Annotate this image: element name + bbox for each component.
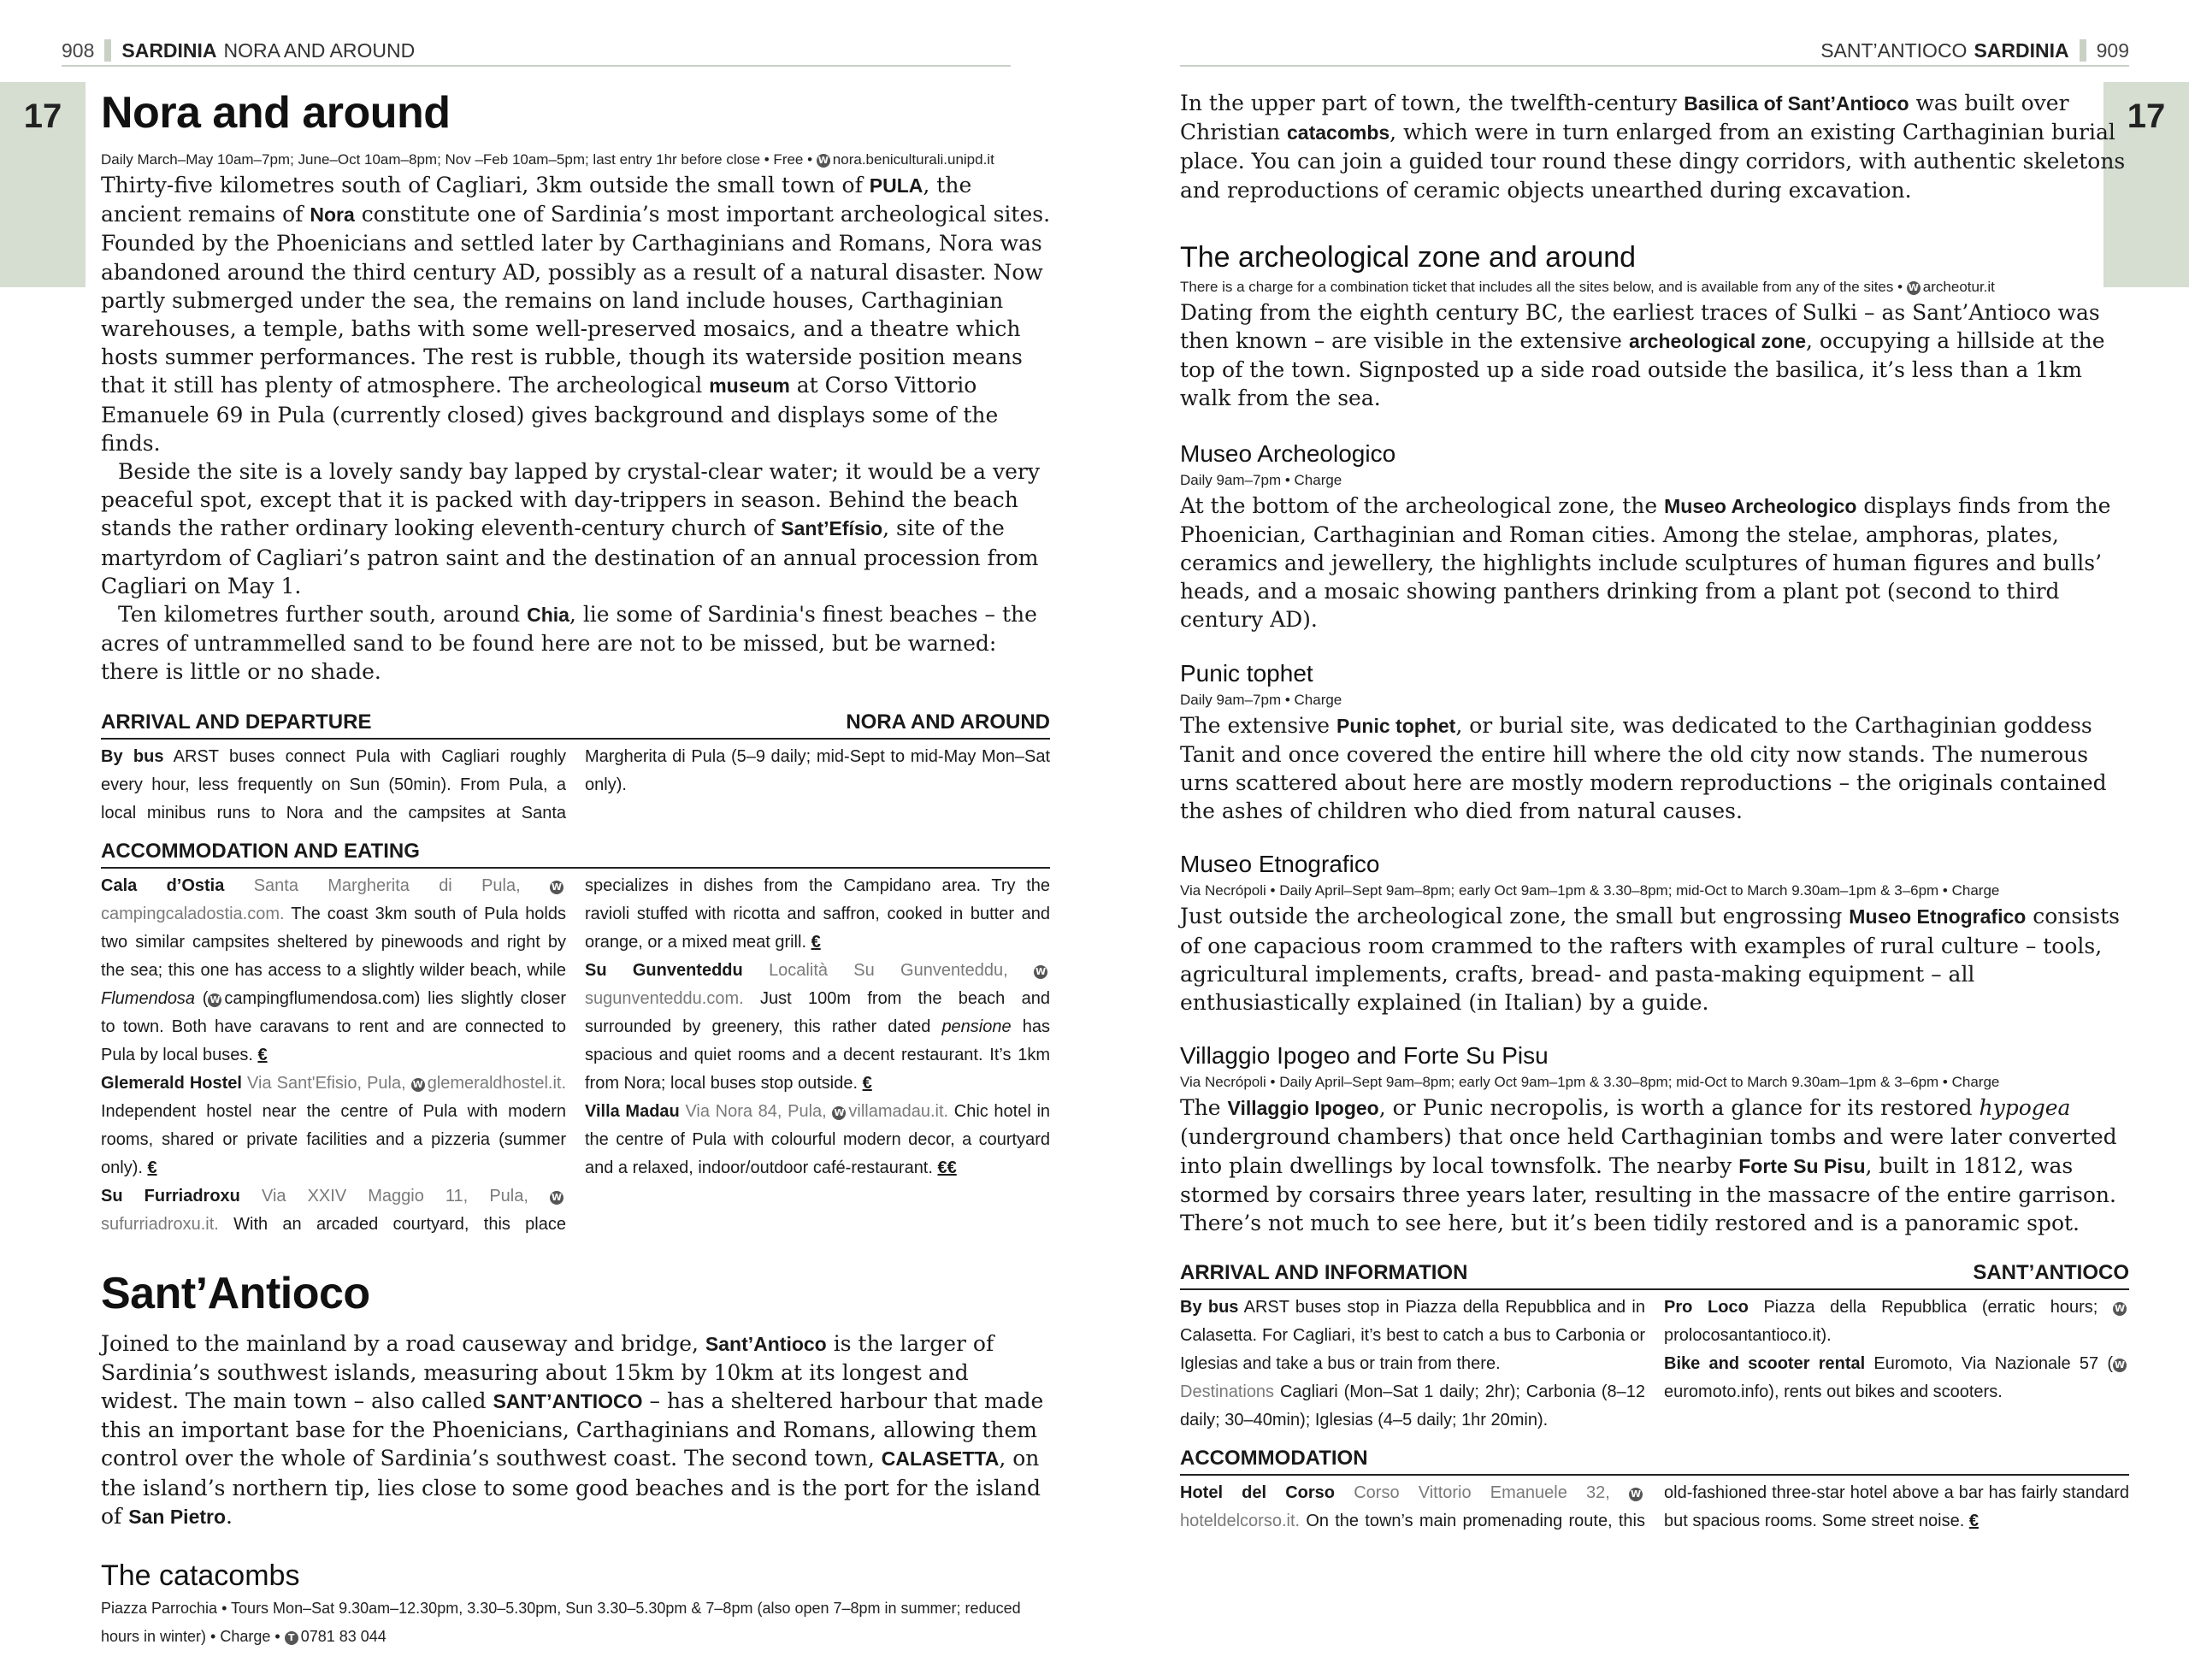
- section-title-nora: Nora and around: [101, 88, 451, 138]
- accommodation-list: [101, 872, 1050, 1239]
- arrival-departure-head: ARRIVAL AND DEPARTURE NORA AND AROUND: [101, 709, 1050, 740]
- chapter-tab: 17: [0, 82, 86, 287]
- running-head-section: SANT’ANTIOCO: [1820, 38, 1968, 62]
- nora-paragraph-3: Ten kilometres further south, around Chia, lie some of Sardinia's finest beaches – the acres of untrammelled sand to be found here are not to be missed, but be warned: there is little or no shade.: [101, 602, 1037, 685]
- left-page: [0, 0, 1094, 1680]
- section-title-etno: Museo Etnografico: [1180, 851, 1380, 878]
- nora-url[interactable]: nora.beniculturali.unipd.it: [832, 151, 994, 168]
- phone-icon: T: [285, 1631, 298, 1645]
- list-item: Pro Loco Piazza della Repubblica (erratic hours; Wprolocosantantioco.it).: [1664, 1298, 2126, 1346]
- divider-bar: [2080, 39, 2086, 62]
- museo-arch-paragraph: At the bottom of the archeological zone, the Museo Archeologico displays finds from the Phoenician, Carthaginian and Roman cities. Among the stelae, amphoras, plates, ceramics and jewellery, the highlights include sculptures of human figures and bulls’ heads, and a mosaic showing panthers drinking from a plant pot (second to third century AD).: [1180, 492, 2111, 633]
- website-icon: W: [412, 1078, 423, 1090]
- right-page: [1094, 0, 2189, 1680]
- section-title-museo-arch: Museo Archeologico: [1180, 439, 1396, 467]
- nora-paragraph-2: Beside the site is a lovely sandy bay lapped by crystal-clear water; it would be a very peaceful spot, except that it is packed with day-trippers in season. Behind the beach stands the rather ordinary looking eleventh-century church of Sant’Efísio, site of the martyrdom of Cagliari’s patron saint and the destination of an annual procession from Cagliari on May 1.: [101, 459, 1040, 598]
- santantioco-paragraph: Joined to the mainland by a road causeway and bridge, Sant’Antioco is the larger of Sardinia’s southwest islands, measuring about 15km by 10km at its longest and widest. The main town – also called SANT’ANTIOCO – has a sheltered harbour that made this an important base for the Phoenicians, Carthaginians and Romans, allowing them control over the whole of Sardinia’s southwest coast. The second town, CALASETTA, on the island’s northern tip, lies close to some good beaches and is the port for the island of San Pietro.: [101, 1330, 1044, 1529]
- running-head-bold: SARDINIA: [1974, 38, 2069, 62]
- divider-bar: [104, 39, 111, 62]
- running-head-right: [1180, 36, 2129, 65]
- list-item: Su Furriadroxu Via XXIV Maggio 11, Pula, Wsufurriadroxu.it. With an arcaded courtyard, this place specializes in dishes from the Campidano area. Try the ravioli stuffed with ricotta and saffron, cooked in butter and orange, or a mixed meat grill. €: [101, 875, 1050, 1234]
- website-icon: W: [2114, 1359, 2126, 1371]
- price-badge: €: [811, 932, 821, 952]
- villaggio-paragraph: The Villaggio Ipogeo, or Punic necropolis, is worth a glance for its restored hypogea (underground chambers) that once held Carthaginian tombs and were later converted into plain dwellings by local townsfolk. The nearby Forte Su Pisu, built in 1812, was stormed by corsairs three years later, resulting in the massacre of the entire garrison. There’s not much to see here, but it’s been tidily restored and is a panoramic spot.: [1180, 1095, 2117, 1236]
- chapter-tab: 17: [2103, 82, 2189, 287]
- arrival-departure-text: By bus ARST buses connect Pula with Cagliari roughly every hour, less frequently on Sun (50min). From Pula, a local minibus runs to Nora and the campsites at Santa Margherita di Pula (5–9 daily; mid-Sept to mid-May Mon–Sat only).: [101, 746, 1050, 822]
- section-title-tophet: Punic tophet: [1180, 659, 1313, 687]
- price-badge: €: [147, 1158, 157, 1177]
- section-title-santantioco: Sant’Antioco: [101, 1268, 370, 1318]
- price-badge: €: [862, 1073, 872, 1093]
- website-icon: W: [834, 1106, 845, 1118]
- list-item: Glemerald Hostel Via Sant'Efisio, Pula, W glemeraldhostel.it. Independent hostel near the centre of Pula with modern rooms, shared or private facilities and a pizzeria (summer only). €: [101, 1073, 567, 1177]
- list-item: Su Gunventeddu Località Su Gunventeddu, Wsugunventeddu.com. Just 100m from the beach and surrounded by greenery, this rather dated pensione has spacious and quiet rooms and a decent restaurant. It’s 1km from Nora; local buses stop outside. €: [585, 960, 1050, 1093]
- website-icon: W: [1630, 1488, 1642, 1500]
- price-badge: €: [257, 1045, 268, 1064]
- accommodation-head: ACCOMMODATION: [1180, 1445, 2129, 1476]
- accommodation-eating-head: ACCOMMODATION AND EATING: [101, 838, 1050, 869]
- tophet-paragraph: The extensive Punic tophet, or burial site, was dedicated to the Carthaginian goddess Tanit and once covered the entire hill where the old city now stands. The numerous urns scattered about here are mostly modern reproductions – the originals contained the ashes of children who died from natural causes.: [1180, 712, 2107, 824]
- list-item: Bike and scooter rental Euromoto, Via Nazionale 57 ( Weuromoto.info), rents out bikes and scooters.: [1664, 1354, 2126, 1402]
- zone-paragraph: Dating from the eighth century BC, the earliest traces of Sulki – as Sant’Antioco was then known – are visible in the extensive archeological zone, occupying a hillside at the top of the town. Signposted up a side road outside the basilica, it’s less than a 1km walk from the sea.: [1180, 299, 2105, 411]
- header-rule: [62, 65, 1011, 67]
- list-item: Villa Madau Via Nora 84, Pula, W villamadau.it. Chic hotel in the centre of Pula with colourful modern decor, a courtyard and a relaxed, indoor/outdoor café-restaurant. €€: [585, 1101, 1051, 1177]
- section-title-villaggio: Villaggio Ipogeo and Forte Su Pisu: [1180, 1042, 1549, 1070]
- accommodation-text: Hotel del Corso Corso Vittorio Emanuele 32, Whoteldelcorso.it. On the town’s main promenading route, this old-fashioned three-star hotel above a bar has fairly standard but spacious rooms. Some street noise. €: [1180, 1483, 2129, 1531]
- arrival-information-head: ARRIVAL AND INFORMATION SANT’ANTIOCO: [1180, 1259, 2129, 1290]
- section-title-catacombs: The catacombs: [101, 1559, 300, 1593]
- nora-paragraph-1: Thirty-five kilometres south of Cagliari, 3km outside the small town of PULA, the ancient remains of Nora constitute one of Sardinia’s most important archeological sites. Founded by the Phoenicians and settled later by Carthaginians and Romans, Nora was abandoned around the third century AD, possibly as a result of a natural disaster. Now partly submerged under the sea, the remains on land include houses, Carthaginian warehouses, a temple, baths with some well-preserved mosaics, and a theatre which hosts summer performances. The rest is rubble, though its waterside position means that it still has plenty of atmosphere. The archeological museum at Corso Vittorio Emanuele 69 in Pula (currently closed) gives background and displays some of the finds.: [101, 173, 1051, 456]
- zone-info: There is a charge for a combination ticket that includes all the sites below, and is available from any of the sites • W archeotur.it: [1180, 278, 1995, 295]
- website-icon: W: [817, 155, 829, 166]
- website-icon: W: [2114, 1303, 2126, 1315]
- price-badge: €€: [937, 1158, 957, 1177]
- nora-info: Daily March–May 10am–7pm; June–Oct 10am–8pm; Nov –Feb 10am–5pm; last entry 1hr before close • Free • W nora.beniculturali.unipd.it: [101, 151, 994, 168]
- header-rule: [1180, 65, 2129, 67]
- section-title-zone: The archeological zone and around: [1180, 240, 1637, 274]
- price-badge: €: [1968, 1512, 1979, 1531]
- right-column: [1180, 89, 2129, 1536]
- website-icon: W: [209, 993, 221, 1005]
- basilica-paragraph: In the upper part of town, the twelfth-century Basilica of Sant’Antioco was built over Christian catacombs, which were in turn enlarged from an existing Carthaginian burial place. You can join a guided tour round these dingy corridors, with authentic skeletons and reproductions of ceramic objects unearthed during excavation.: [1180, 91, 2126, 203]
- left-column: [101, 85, 1050, 1651]
- list-item: Destinations Cagliari (Mon–Sat 1 daily; 2hr); Carbonia (8–12 daily; 30–40min); Iglesias (4–5 daily; 1hr 20min).: [1180, 1382, 1645, 1430]
- website-icon: W: [1908, 281, 1919, 293]
- museo-arch-info: Daily 9am–7pm • Charge: [1180, 471, 1342, 488]
- page-number: 909: [2096, 38, 2129, 62]
- etno-info: Via Necrópoli • Daily April–Sept 9am–8pm; early Oct 9am–1pm & 3.30–8pm; mid-Oct to March 9.30am–1pm & 3–6pm • Charge: [1180, 882, 2000, 899]
- running-head-section: NORA AND AROUND: [223, 38, 416, 62]
- website-icon: W: [1035, 965, 1047, 977]
- running-head-bold: SARDINIA: [121, 38, 217, 62]
- etno-paragraph: Just outside the archeological zone, the small but engrossing Museo Etnografico consists of one capacious room crammed to the rafters with examples of rural culture – tools, agricultural implements, crafts, bread- and pasta-making equipment – all enthusiastically explained (in Italian) by a guide.: [1180, 904, 2120, 1016]
- arrival-information-text: [1180, 1294, 2129, 1435]
- page-number: 908: [62, 38, 95, 62]
- catacombs-info: Piazza Parrochia • Tours Mon–Sat 9.30am–12.30pm, 3.30–5.30pm, Sun 3.30–5.30pm & 7–8pm (also open 7–8pm in summer; reduced hours in winter) • Charge • T 0781 83 044: [101, 1600, 1021, 1646]
- list-item: Cala d’Ostia Santa Margherita di Pula, Wcampingcaladostia.com. The coast 3km south of Pula holds two similar campsites sheltered by pinewoods and right by the sea; this one has access to a slightly wilder beach, while Flumendosa ( W campingflumendosa.com) lies slightly closer to town. Both have caravans to rent and are connected to Pula by local buses. €: [101, 875, 566, 1064]
- website-icon: W: [551, 1191, 563, 1203]
- tophet-info: Daily 9am–7pm • Charge: [1180, 691, 1342, 708]
- villaggio-info: Via Necrópoli • Daily April–Sept 9am–8pm; early Oct 9am–1pm & 3.30–8pm; mid-Oct to March 9.30am–1pm & 3–6pm • Charge: [1180, 1074, 2000, 1091]
- running-head-left: [62, 36, 1011, 65]
- website-icon: W: [551, 881, 563, 893]
- list-item: By bus ARST buses stop in Piazza della Repubblica and in Calasetta. For Cagliari, it’s best to catch a bus to Carbonia or Iglesias and take a bus or train from there.: [1180, 1298, 1645, 1374]
